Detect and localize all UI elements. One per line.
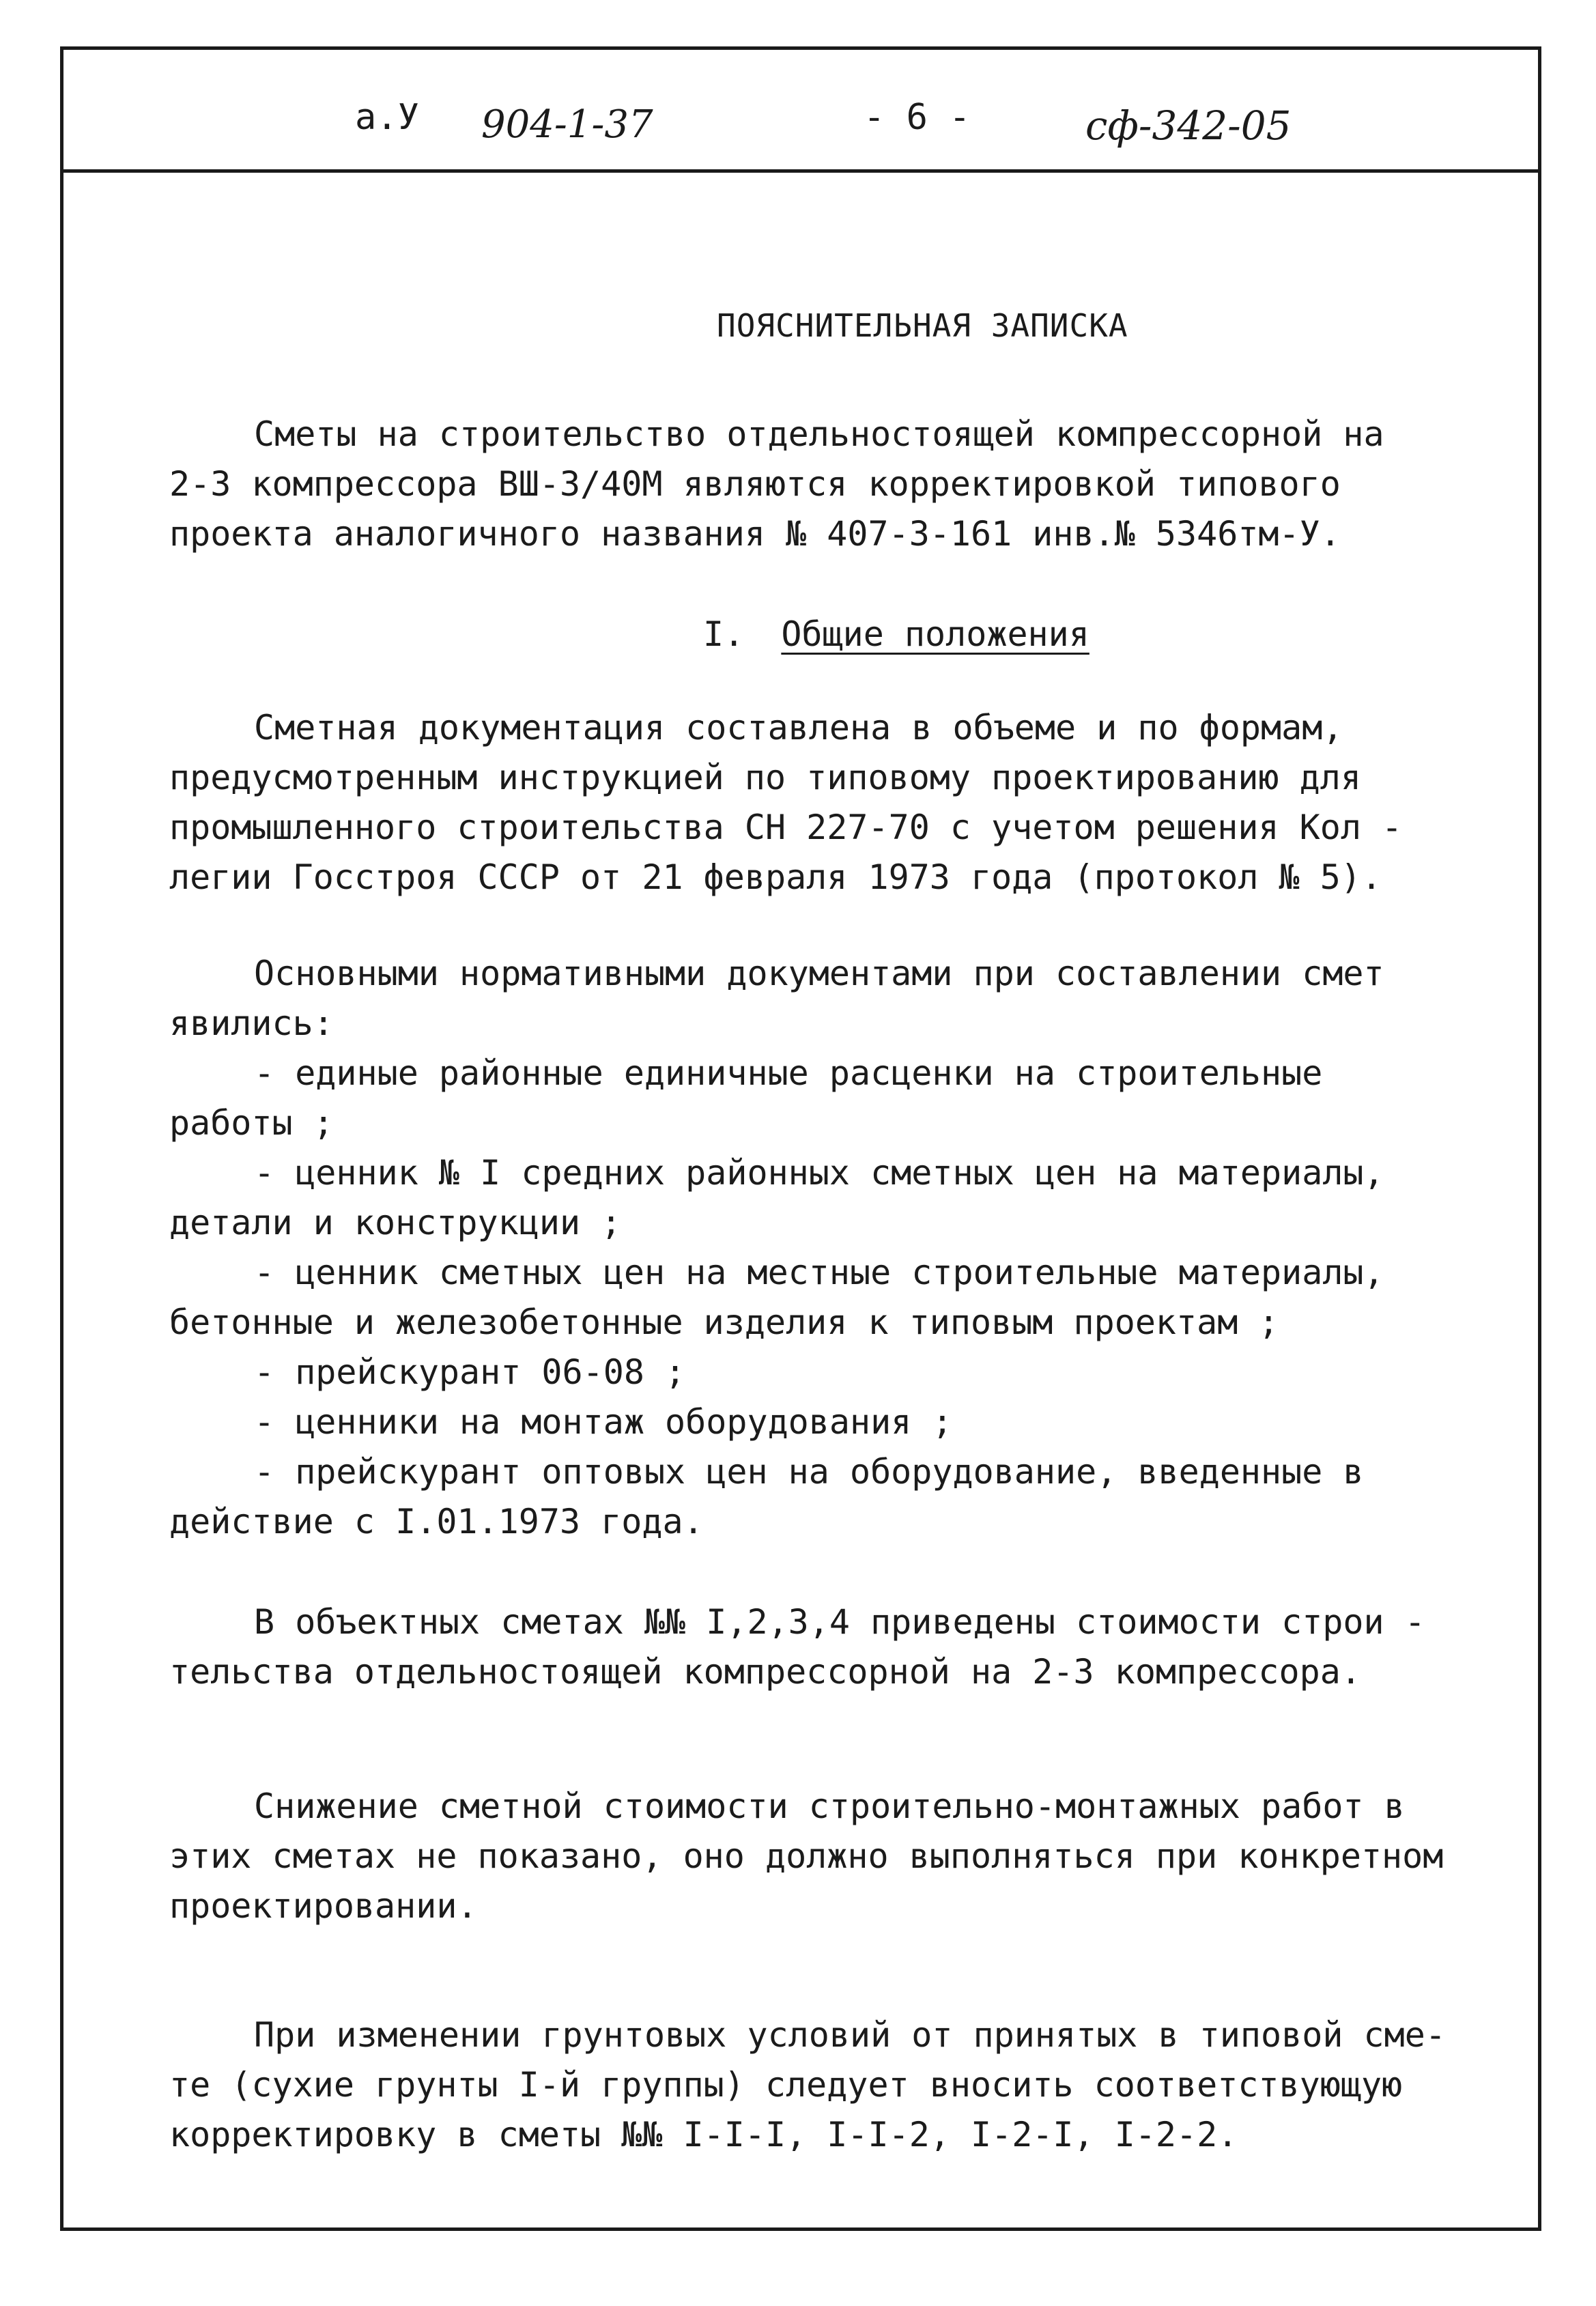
text-line: 2-3 компрессора ВШ-3/40М являются корректировкой типового	[169, 464, 1341, 504]
paragraph-documentation	[169, 703, 1500, 902]
document-title: ПОЯСНИТЕЛЬНАЯ ЗАПИСКА	[717, 307, 1128, 344]
text-line: бетонные и железобетонные изделия к типовым проектам ;	[169, 1303, 1279, 1342]
intro-paragraph	[169, 410, 1500, 559]
header-sheet-code: сф-342-05	[1085, 102, 1292, 149]
header-project-code: 904-1-37	[481, 102, 653, 147]
text-line: Снижение сметной стоимости строительно-монтажных работ в	[254, 1787, 1405, 1826]
text-line: явились:	[169, 1003, 334, 1043]
text-line: этих сметах не показано, оно должно выполняться при конкретном	[169, 1836, 1444, 1876]
text-line: предусмотренным инструкцией по типовому проектированию для	[169, 758, 1361, 797]
paragraph-soil-conditions	[169, 2010, 1500, 2160]
text-line: действие с I.01.1973 года.	[169, 1502, 704, 1541]
list-item: - прейскурант оптовых цен на оборудование, введенные в	[254, 1452, 1364, 1492]
text-line: детали и конструкции ;	[169, 1203, 622, 1242]
header-prefix: а.У	[355, 97, 419, 138]
text-line: тельства отдельностоящей компрессорной на 2-3 компрессора.	[169, 1652, 1361, 1692]
list-item: - прейскурант 06-08 ;	[254, 1352, 686, 1392]
text-line: В объектных сметах №№ I,2,3,4 приведены стоимости строи -	[254, 1602, 1425, 1642]
text-line: Основными нормативными документами при составлении смет	[254, 954, 1384, 993]
list-item: - ценник сметных цен на местные строительные материалы,	[254, 1253, 1384, 1292]
list-item: - единые районные единичные расценки на строительные	[254, 1053, 1323, 1093]
text-line: При изменении грунтовых условий от принятых в типовой сме-	[254, 2015, 1446, 2055]
list-item: - ценники на монтаж оборудования ;	[254, 1402, 953, 1442]
paragraph-cost-reduction	[169, 1782, 1500, 1931]
text-line: проектировании.	[169, 1886, 478, 1926]
text-line: промышленного строительства СН 227-70 с учетом решения Кол -	[169, 808, 1403, 847]
text-line: Сметы на строительство отдельностоящей компрессорной на	[254, 414, 1384, 454]
text-line: корректировку в сметы №№ I-I-I, I-I-2, I-2-I, I-2-2.	[169, 2115, 1238, 2154]
paragraph-object-estimates	[169, 1597, 1500, 1697]
header-divider	[60, 169, 1541, 173]
section-heading	[703, 614, 1089, 654]
text-line: Сметная документация составлена в объеме и по формам,	[254, 708, 1343, 748]
paragraph-normative-documents	[169, 949, 1500, 1547]
list-item: - ценник № I средних районных сметных цен на материалы,	[254, 1153, 1384, 1193]
header-page-number: - 6 -	[864, 97, 971, 138]
section-title: Общие положения	[781, 614, 1089, 654]
text-line: легии Госстроя СССР от 21 февраля 1973 года (протокол № 5).	[169, 857, 1382, 897]
section-number: I.	[703, 614, 745, 654]
text-line: работы ;	[169, 1103, 334, 1143]
text-line: проекта аналогичного названия № 407-3-161 инв.№ 5346тм-У.	[169, 514, 1341, 554]
text-line: те (сухие грунты I-й группы) следует вносить соответствующую	[169, 2065, 1403, 2105]
